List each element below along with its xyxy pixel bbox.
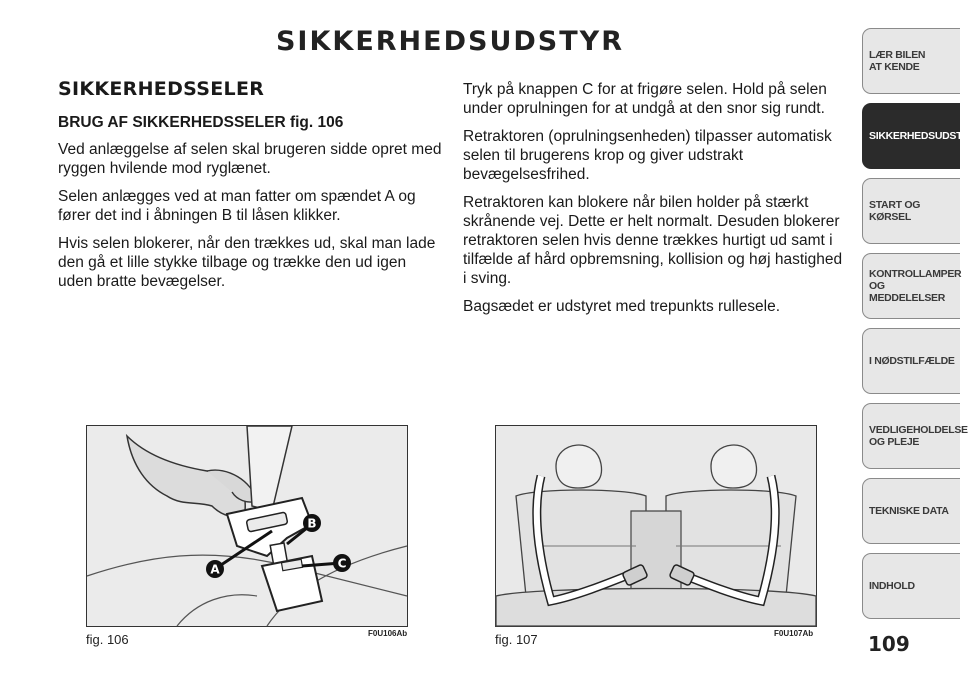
- page-number: 109: [868, 632, 910, 656]
- figure-106-code: F0U106Ab: [368, 629, 408, 638]
- paragraph: Selen anlægges ved at man fatter om spændet A og fører det ind i åbningen B til låsen klikker.: [58, 188, 416, 224]
- rear-seat-drawing: [496, 426, 816, 626]
- paragraph: Retraktoren (oprulningsenheden) tilpasser automatisk selen til brugerens krop og giver udstrakt bevægelsesfrihed.: [463, 128, 832, 183]
- paragraph: Bagsædet er udstyret med trepunkts rullesele.: [463, 298, 781, 315]
- section-title: SIKKERHEDSSELER: [58, 78, 265, 100]
- figure-107-code: F0U107Ab: [774, 629, 814, 638]
- buckle-drawing: [87, 426, 407, 626]
- paragraph: Ved anlæggelse af selen skal brugeren sidde opret med ryggen hvilende mod ryglænet.: [58, 141, 442, 177]
- paragraph: Hvis selen blokerer, når den trækkes ud, skal man lade den gå et lille stykke tilbage og trække den ud igen uden bratte bevægelser.: [58, 235, 436, 290]
- label-c: C: [337, 556, 347, 571]
- tab-indhold[interactable]: INDHOLD: [862, 553, 960, 619]
- tab-laer-bilen-at-kende[interactable]: LÆR BILEN AT KENDE: [862, 28, 960, 94]
- subsection-title: BRUG AF SIKKERHEDSSELER fig. 106: [58, 114, 344, 131]
- left-column: [58, 80, 443, 300]
- figure-106-caption: fig. 106: [86, 632, 129, 647]
- tab-start-og-koersel[interactable]: START OG KØRSEL: [862, 178, 960, 244]
- tab-tekniske-data[interactable]: TEKNISKE DATA: [862, 478, 960, 544]
- figure-107-caption: fig. 107: [495, 632, 538, 647]
- paragraph: Retraktoren kan blokere når bilen holder på stærkt skrånende vej. Dette er helt normalt. Desuden blokerer retraktoren selen hvis denne trækkes hurtigt ud samt i tilfælde af hård opbremsning, kollision og høj hastighed i sving.: [463, 194, 843, 287]
- label-b: B: [307, 516, 317, 531]
- chapter-tab-nav: [862, 28, 976, 628]
- tab-vedligeholdelse-og-pleje[interactable]: VEDLIGEHOLDELSE OG PLEJE: [862, 403, 960, 469]
- paragraph: Tryk på knappen C for at frigøre selen. Hold på selen under oprulningen for at undgå at den snor sig rundt.: [463, 81, 827, 117]
- right-column: [463, 80, 848, 325]
- label-a: A: [210, 562, 220, 577]
- tab-sikkerhedsudstyr[interactable]: SIKKERHEDSUDSTYR: [862, 103, 960, 169]
- tab-kontrollamper-og-meddelelser[interactable]: KONTROLLAMPER OG MEDDELELSER: [862, 253, 960, 319]
- figure-107-rear-seat-illustration: [495, 425, 817, 627]
- page-title: SIKKERHEDSUDSTYR: [275, 26, 624, 57]
- figure-106-buckle-illustration: [86, 425, 408, 627]
- tab-i-noedstilfaelde[interactable]: I NØDSTILFÆLDE: [862, 328, 960, 394]
